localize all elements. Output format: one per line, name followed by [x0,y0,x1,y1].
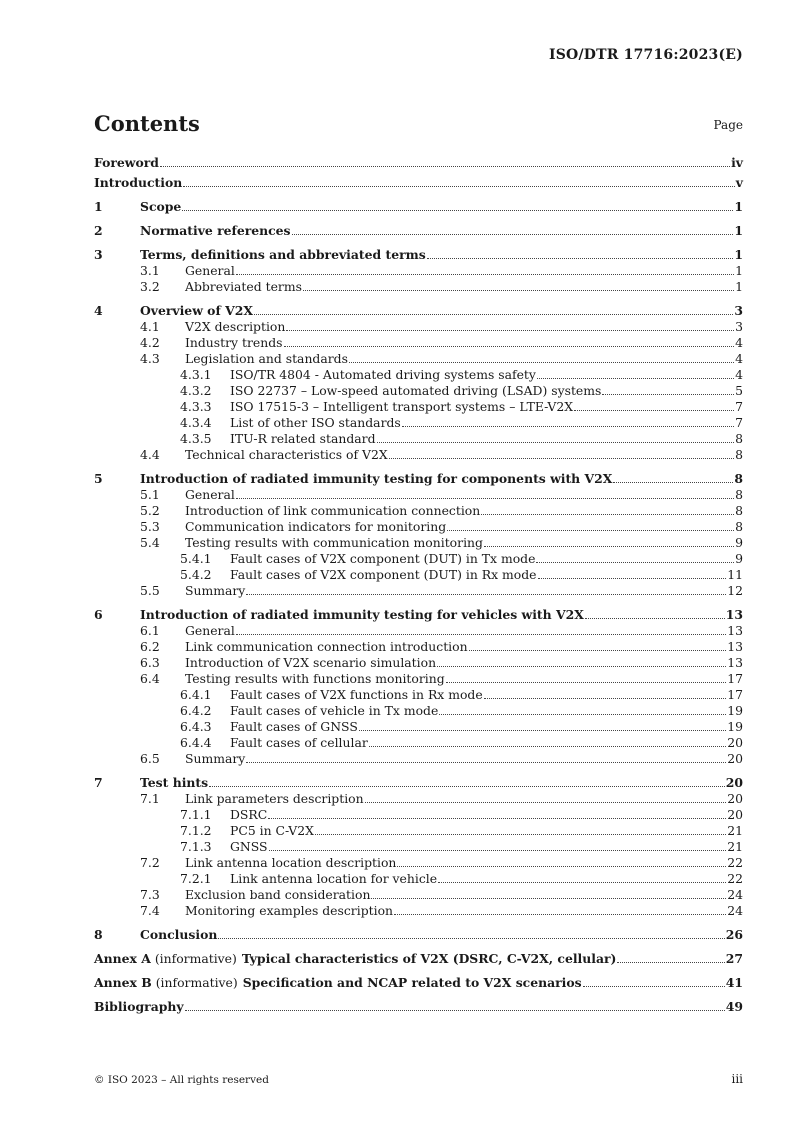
toc-entry-number: 8 [94,927,103,942]
toc-entry-page: 1 [734,247,743,262]
toc-entry-page: 19 [727,703,743,718]
toc-entry-page: 8 [735,503,743,518]
toc-annex-entry[interactable] [94,975,743,991]
toc-dot-leader [292,234,734,235]
toc-entry-page: 41 [725,975,743,990]
toc-entry[interactable] [94,263,743,279]
toc-entry-title[interactable]: Testing results with functions monitoring [185,671,445,686]
toc-entry[interactable] [94,791,743,807]
page-column-label: Page [713,118,743,132]
toc-entry-page: 1 [734,199,743,214]
toc-entry-number: 4.3.2 [180,383,212,398]
toc-entry-title[interactable]: ISO/TR 4804 - Automated driving systems safety [230,367,536,382]
toc-entry-page: 12 [727,583,743,598]
toc-entry-title[interactable]: List of other ISO standards [230,415,401,430]
toc-entry-page: 3 [734,303,743,318]
toc-entry[interactable] [94,583,743,599]
toc-entry-number: 7.1.1 [180,807,212,822]
toc-entry-page: 20 [727,751,743,766]
toc-entry-page: 1 [734,223,743,238]
toc-dot-leader [183,186,735,187]
toc-entry-page: 13 [725,607,743,622]
toc-entry-number: 7.3 [140,887,160,902]
toc-entry-number: 7.1 [140,791,160,806]
toc-entry-number: 6.4.3 [180,719,212,734]
toc-entry-title[interactable]: Link parameters description [185,791,364,806]
toc-entry-title[interactable]: General [185,263,235,278]
toc-entry-page: 7 [735,415,743,430]
toc-entry-title[interactable]: DSRC [230,807,268,822]
toc-dot-leader [349,362,734,363]
toc-entry[interactable] [94,431,743,447]
toc-entry-title[interactable]: Introduction [94,175,183,190]
toc-entry-number: 4 [94,303,103,318]
toc-entry[interactable] [94,871,743,887]
toc-entry-page: 20 [727,791,743,806]
toc-entry[interactable] [94,551,743,567]
toc-entry-page: 13 [727,639,743,654]
toc-entry-number: 4.1 [140,319,160,334]
toc-dot-leader [602,394,734,395]
toc-entry-number: 6 [94,607,103,622]
toc-entry-number: 6.5 [140,751,160,766]
toc-entry-page: v [735,175,743,190]
toc-entry-title[interactable]: Terms, definitions and abbreviated terms [140,247,426,262]
toc-entry-number: 1 [94,199,103,214]
toc-entry-page: iv [731,155,743,170]
toc-dot-leader [182,210,733,211]
toc-dot-leader [397,866,726,867]
toc-entry-page: 8 [735,487,743,502]
toc-entry-page: 7 [735,399,743,414]
toc-dot-leader [269,850,727,851]
toc-entry[interactable] [94,175,743,191]
toc-entry-title[interactable]: Fault cases of V2X component (DUT) in Tx mode [230,551,536,566]
toc-entry-number: 3.1 [140,263,160,278]
toc-entry-title[interactable]: Introduction of V2X scenario simulation [185,655,437,670]
toc-entry-page: 49 [725,999,743,1014]
toc-entry[interactable] [94,567,743,583]
toc-entry-title[interactable]: V2X description [185,319,286,334]
toc-dot-leader [446,682,727,683]
toc-entry-title[interactable]: ITU-R related standard [230,431,376,446]
toc-entry-number: 6.1 [140,623,160,638]
toc-entry-title[interactable]: Introduction of radiated immunity testing for vehicles with V2X [140,607,584,622]
toc-dot-leader [537,378,734,379]
copyright-notice: © ISO 2023 – All rights reserved [94,1074,269,1086]
toc-entry-page: 8 [735,431,743,446]
toc-dot-leader [209,786,725,787]
annex-label[interactable]: Annex B [94,975,152,990]
toc-dot-leader [439,714,726,715]
toc-dot-leader [538,578,727,579]
toc-entry-title[interactable]: Normative references [140,223,291,238]
toc-entry-title[interactable]: Fault cases of GNSS [230,719,358,734]
toc-entry-page: 17 [727,671,743,686]
toc-dot-leader [469,650,727,651]
toc-entry-number: 5.2 [140,503,160,518]
toc-entry-page: 8 [735,519,743,534]
toc-entry-number: 4.3.4 [180,415,212,430]
toc-dot-leader [236,498,734,499]
toc-entry[interactable] [94,535,743,551]
toc-entry-page: 4 [735,367,743,382]
toc-entry-number: 5.3 [140,519,160,534]
toc-entry-page: 3 [735,319,743,334]
toc-dot-leader [268,818,726,819]
toc-entry-page: 1 [735,263,743,278]
toc-entry-title[interactable]: Communication indicators for monitoring [185,519,447,534]
toc-dot-leader [236,274,734,275]
toc-entry[interactable] [94,199,743,215]
toc-entry-title[interactable]: General [185,487,235,502]
toc-entry-page: 20 [727,807,743,822]
toc-dot-leader [613,482,733,483]
toc-entry-page: 26 [725,927,743,942]
toc-entry[interactable] [94,751,743,767]
toc-dot-leader [160,166,730,167]
toc-entry-page: 13 [727,655,743,670]
toc-entry-title[interactable]: Overview of V2X [140,303,253,318]
toc-entry-page: 8 [734,471,743,486]
toc-dot-leader [359,730,726,731]
toc-entry-page: 24 [727,887,743,902]
toc-entry-number: 2 [94,223,103,238]
toc-entry[interactable] [94,519,743,535]
toc-entry-number: 4.3 [140,351,160,366]
toc-dot-leader [484,698,727,699]
toc-dot-leader [484,546,734,547]
annex-title[interactable]: Specification and NCAP related to V2X scenarios [242,975,582,990]
toc-dot-leader [402,426,734,427]
toc-entry[interactable] [94,471,743,487]
toc-entry-number: 7.2 [140,855,160,870]
toc-entry-number: 6.2 [140,639,160,654]
toc-dot-leader [377,442,735,443]
toc-entry[interactable] [94,735,743,751]
toc-entry-page: 8 [735,447,743,462]
toc-entry-title[interactable]: Fault cases of vehicle in Tx mode [230,703,439,718]
toc-dot-leader [236,634,726,635]
toc-dot-leader [536,562,734,563]
toc-entry-page: 13 [727,623,743,638]
toc-entry[interactable] [94,719,743,735]
toc-dot-leader [365,802,727,803]
toc-entry-number: 5.4 [140,535,160,550]
toc-entry-number: 7.1.3 [180,839,212,854]
toc-dot-leader [437,666,726,667]
toc-entry[interactable] [94,607,743,623]
toc-entry[interactable] [94,155,743,171]
annex-label[interactable]: Annex A [94,951,151,966]
toc-entry-page: 19 [727,719,743,734]
annex-title[interactable]: Typical characteristics of V2X (DSRC, C-V2X, cellular) [241,951,617,966]
toc-entry-number: 6.4 [140,671,160,686]
toc-entry-page: 17 [727,687,743,702]
toc-entry-title[interactable]: PC5 in C-V2X [230,823,314,838]
toc-entry[interactable] [94,319,743,335]
toc-entry-page: 4 [735,351,743,366]
toc-entry[interactable] [94,487,743,503]
toc-entry[interactable] [94,399,743,415]
toc-entry-title[interactable]: ISO 17515-3 – Intelligent transport systems – LTE-V2X [230,399,574,414]
toc-entry-title[interactable]: Industry trends [185,335,283,350]
toc-entry-title[interactable]: Test hints [140,775,209,790]
toc-entry-title[interactable]: Abbreviated terms [185,279,302,294]
toc-entry[interactable] [94,703,743,719]
toc-dot-leader [389,458,734,459]
toc-dot-leader [481,514,734,515]
toc-entry[interactable] [94,927,743,943]
toc-dot-leader [427,258,734,259]
toc-entry[interactable] [94,671,743,687]
bibliography-title[interactable]: Bibliography [94,999,184,1014]
toc-entry-title[interactable]: Link antenna location description [185,855,397,870]
toc-entry[interactable] [94,447,743,463]
toc-entry-page: 9 [735,551,743,566]
toc-entry-page: 20 [727,735,743,750]
toc-dot-leader [246,762,726,763]
toc-entry[interactable] [94,775,743,791]
toc-entry[interactable] [94,903,743,919]
toc-entry-page: 24 [727,903,743,918]
toc-dot-leader [394,914,726,915]
toc-entry-title[interactable]: Exclusion band consideration [185,887,371,902]
toc-entry-title[interactable]: Technical characteristics of V2X [185,447,388,462]
toc-entry-title[interactable]: Fault cases of V2X functions in Rx mode [230,687,483,702]
annex-type: (informative) [155,975,238,990]
toc-dot-leader [303,290,734,291]
toc-entry-title[interactable]: Fault cases of cellular [230,735,368,750]
toc-entry-page: 20 [725,775,743,790]
toc-entry-number: 5.4.1 [180,551,212,566]
toc-entry-title[interactable]: Monitoring examples description [185,903,394,918]
toc-entry-number: 5.4.2 [180,567,212,582]
toc-dot-leader [369,746,726,747]
toc-entry-title[interactable]: Foreword [94,155,159,170]
toc-entry-title[interactable]: Conclusion [140,927,218,942]
toc-entry-number: 4.2 [140,335,160,350]
toc-entry-title[interactable]: Link communication connection introduction [185,639,468,654]
page-number: iii [731,1072,743,1086]
toc-entry-number: 7.2.1 [180,871,212,886]
toc-dot-leader [574,410,734,411]
toc-bibliography-entry[interactable] [94,999,743,1015]
toc-dot-leader [246,594,726,595]
toc-dot-leader [583,986,725,987]
toc-entry-title[interactable]: Testing results with communication monitoring [185,535,483,550]
toc-entry-number: 5 [94,471,103,486]
toc-dot-leader [254,314,733,315]
toc-entry[interactable] [94,415,743,431]
toc-entry-title[interactable]: ISO 22737 – Low-speed automated driving (LSAD) systems [230,383,602,398]
toc-entry-page: 11 [727,567,743,582]
toc-entry[interactable] [94,367,743,383]
toc-entry[interactable] [94,303,743,319]
toc-entry-title[interactable]: General [185,623,235,638]
toc-entry[interactable] [94,687,743,703]
toc-entry-title[interactable]: GNSS [230,839,268,854]
toc-entry-number: 7.4 [140,903,160,918]
toc-entry-page: 21 [727,823,743,838]
toc-entry-page: 21 [727,839,743,854]
toc-entry-number: 6.4.1 [180,687,212,702]
toc-entry-page: 1 [735,279,743,294]
toc-entry-number: 4.3.3 [180,399,212,414]
table-of-contents [94,155,743,1015]
toc-entry-number: 7 [94,775,103,790]
toc-entry-number: 5.5 [140,583,160,598]
toc-entry[interactable] [94,351,743,367]
toc-entry-page: 22 [727,871,743,886]
toc-dot-leader [315,834,726,835]
toc-entry-title[interactable]: Fault cases of V2X component (DUT) in Rx mode [230,567,537,582]
toc-entry-number: 7.1.2 [180,823,212,838]
toc-entry[interactable] [94,639,743,655]
toc-dot-leader [284,346,735,347]
toc-entry-number: 4.3.1 [180,367,212,382]
toc-dot-leader [371,898,726,899]
toc-dot-leader [447,530,734,531]
toc-entry-title[interactable]: Link antenna location for vehicle [230,871,438,886]
toc-entry-number: 3 [94,247,103,262]
toc-entry[interactable] [94,839,743,855]
toc-dot-leader [218,938,724,939]
toc-entry-number: 3.2 [140,279,160,294]
toc-entry[interactable] [94,335,743,351]
toc-entry[interactable] [94,655,743,671]
toc-dot-leader [585,618,725,619]
toc-entry-number: 5.1 [140,487,160,502]
toc-entry-number: 4.4 [140,447,160,462]
toc-entry[interactable] [94,503,743,519]
toc-entry-number: 6.4.4 [180,735,212,750]
toc-dot-leader [617,962,724,963]
toc-annex-entry[interactable] [94,951,743,967]
toc-entry-number: 6.4.2 [180,703,212,718]
toc-entry-title[interactable]: Introduction of link communication connection [185,503,481,518]
annex-type: (informative) [154,951,237,966]
contents-heading: Contents [94,111,200,136]
toc-entry-title[interactable]: Summary [185,751,246,766]
toc-entry-title[interactable]: Legislation and standards [185,351,348,366]
toc-entry-title[interactable]: Scope [140,199,182,214]
toc-entry[interactable] [94,807,743,823]
toc-entry-title[interactable]: Summary [185,583,246,598]
toc-entry-page: 4 [735,335,743,350]
document-id: ISO/DTR 17716:2023(E) [549,47,743,63]
toc-entry-page: 9 [735,535,743,550]
toc-entry[interactable] [94,279,743,295]
toc-entry-number: 4.3.5 [180,431,212,446]
toc-entry[interactable] [94,623,743,639]
toc-dot-leader [438,882,726,883]
toc-dot-leader [286,330,734,331]
toc-entry-number: 6.3 [140,655,160,670]
toc-entry-title[interactable]: Introduction of radiated immunity testing for components with V2X [140,471,613,486]
toc-entry[interactable] [94,887,743,903]
toc-dot-leader [185,1010,725,1011]
toc-entry[interactable] [94,823,743,839]
toc-entry[interactable] [94,855,743,871]
toc-entry-page: 27 [725,951,743,966]
toc-entry[interactable] [94,223,743,239]
toc-entry-page: 22 [727,855,743,870]
toc-entry[interactable] [94,247,743,263]
toc-entry-page: 5 [735,383,743,398]
toc-entry[interactable] [94,383,743,399]
